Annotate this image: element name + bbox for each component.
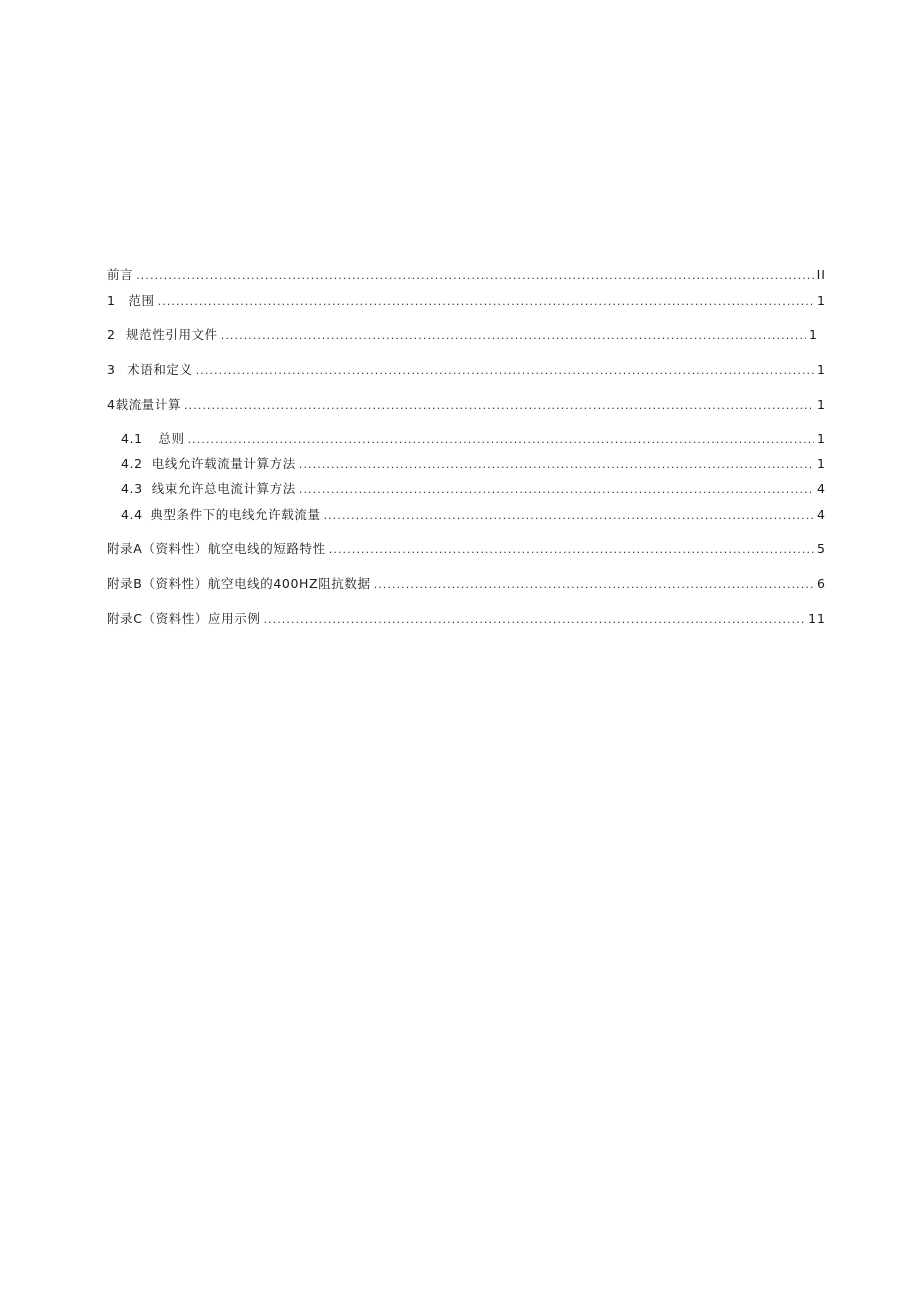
toc-entry-terms-definitions[interactable] — [107, 362, 826, 379]
toc-page-number: 4 — [817, 507, 826, 522]
toc-entry-title: 附录A（资料性）航空电线的短路特性 — [107, 541, 326, 556]
toc-entry-normative-references[interactable] — [107, 327, 826, 344]
toc-entry-foreword[interactable] — [107, 267, 826, 284]
toc-page-number: 1 — [809, 327, 818, 342]
toc-page-number: 5 — [817, 541, 826, 556]
toc-entry-title: 典型条件下的电线允许载流量 — [150, 507, 321, 522]
toc-entry-number: 1 — [107, 293, 116, 308]
toc-entry-appendix-b[interactable] — [107, 576, 826, 593]
toc-dot-leader — [374, 577, 814, 593]
toc-entry-wire-ampacity-method[interactable] — [121, 456, 826, 473]
toc-entry-title: 附录C（资料性）应用示例 — [107, 611, 261, 626]
toc-entry-scope[interactable] — [107, 293, 826, 310]
toc-page-number: 1 — [817, 397, 826, 412]
toc-entry-title: 附录B（资料性）航空电线的400HZ阻抗数据 — [107, 576, 371, 591]
toc-entry-appendix-c[interactable] — [107, 611, 826, 628]
toc-entry-title: 载流量计算 — [115, 397, 182, 412]
toc-entry-number: 4.1 — [121, 431, 143, 446]
toc-entry-number: 3 — [107, 362, 116, 377]
toc-entry-ampacity-calculation[interactable] — [107, 397, 826, 414]
toc-entry-title: 线束允许总电流计算方法 — [151, 481, 296, 496]
toc-entry-number: 4.2 — [121, 456, 143, 471]
toc-entry-number: 2 — [107, 327, 116, 342]
toc-page-number: 11 — [808, 611, 826, 626]
toc-entry-title: 总则 — [158, 431, 185, 446]
toc-dot-leader — [299, 482, 814, 498]
toc-dot-leader — [188, 432, 814, 448]
toc-dot-leader — [221, 328, 806, 344]
toc-dot-leader — [324, 508, 814, 524]
toc-entry-bundle-current-method[interactable] — [121, 481, 826, 498]
toc-entry-appendix-a[interactable] — [107, 541, 826, 558]
toc-dot-leader — [136, 268, 813, 284]
toc-entry-title: 前言 — [107, 267, 134, 282]
toc-dot-leader — [263, 612, 805, 628]
toc-page-number: II — [816, 267, 826, 282]
toc-dot-leader — [329, 542, 814, 558]
toc-page-number: 1 — [817, 456, 826, 471]
toc-dot-leader — [158, 294, 814, 310]
toc-dot-leader — [196, 363, 814, 379]
toc-page-number: 6 — [817, 576, 826, 591]
toc-dot-leader — [184, 398, 814, 414]
toc-entry-title: 范围 — [128, 293, 155, 308]
toc-page-number: 1 — [817, 362, 826, 377]
toc-entry-title: 术语和定义 — [127, 362, 193, 377]
toc-page-number: 1 — [817, 431, 826, 446]
toc-dot-leader — [299, 457, 814, 473]
toc-entry-general[interactable] — [121, 431, 826, 448]
toc-page-number: 1 — [817, 293, 826, 308]
toc-entry-title: 电线允许载流量计算方法 — [151, 456, 296, 471]
toc-entry-number: 4.4 — [121, 507, 143, 522]
toc-entry-number: 4 — [107, 397, 116, 412]
toc-entry-typical-conditions[interactable] — [121, 507, 826, 524]
toc-entry-title: 规范性引用文件 — [126, 327, 218, 342]
toc-page-number: 4 — [817, 481, 826, 496]
toc-entry-number: 4.3 — [121, 481, 143, 496]
